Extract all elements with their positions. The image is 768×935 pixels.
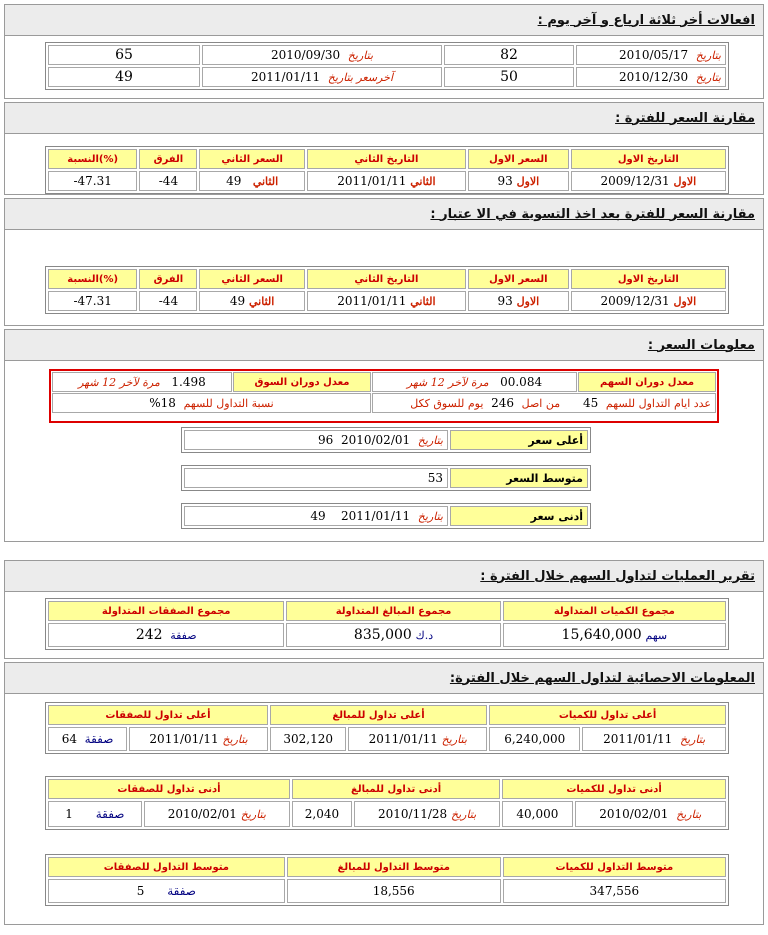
table-header-row: متوسط التداول للكميات متوسط التداول للمبالغ متوسط التداول للصفقات	[48, 857, 726, 877]
turnover-box	[49, 369, 719, 423]
section-title: معلومات السعر :	[647, 337, 755, 353]
price-compare-table	[45, 146, 729, 194]
avg-price-row: متوسط السعر 53	[181, 465, 591, 491]
section-header-price-info	[4, 329, 764, 360]
table-row: 347,556 18,556 صفقة 5	[48, 879, 726, 903]
section-header-statistics	[4, 662, 764, 693]
table-header-row: التاريخ الاول السعر الاول التاريخ الثاني السعر الثاني الفرق (%)النسبة	[48, 149, 726, 169]
section-header-price-compare	[4, 102, 764, 133]
low-price-row: أدنى سعر بتاريخ 2011/01/11 49	[181, 503, 591, 529]
page	[4, 4, 764, 925]
table-row: الاول 2009/12/31 الاول 93 الثاني 2011/01/11 الثاني 49 -44 -47.31	[48, 171, 726, 191]
min-trading-table	[45, 776, 729, 830]
quarters-table	[45, 42, 729, 90]
table-row: عدد ايام التداول للسهم 45 من اصل 246 يوم للسوق ككل نسبة التداول للسهم 18%	[52, 393, 716, 413]
table-header-row: أدنى تداول للكميات أدنى تداول للمبالغ أدنى تداول للصفقات	[48, 779, 726, 799]
section-header-adjusted-compare	[4, 198, 764, 229]
table-header-row: التاريخ الاول السعر الاول التاريخ الثاني السعر الثاني الفرق (%)النسبة	[48, 269, 726, 289]
section-header-operations	[4, 560, 764, 591]
section-title: تقرير العمليات لتداول السهم خلال الفترة :	[480, 568, 755, 584]
table-row: الاول 2009/12/31 الاول 93 الثاني 2011/01/11 الثاني 49 -44 -47.31	[48, 291, 726, 311]
section-body-last-quarters	[4, 35, 764, 99]
max-trading-table	[45, 702, 729, 754]
table-row: معدل دوران السهم 00.084 مرة لآخر 12 شهر معدل دوران السوق 1.498 مرة لآخر 12 شهر	[52, 372, 716, 392]
high-price-row: أعلى سعر بتاريخ 2010/02/01 96	[181, 427, 591, 453]
section-body-price-info	[4, 360, 764, 542]
section-body-operations	[4, 591, 764, 659]
table-header-row: أعلى تداول للكميات أعلى تداول للمبالغ أعلى تداول للصفقات	[48, 705, 726, 725]
section-body-statistics	[4, 693, 764, 925]
section-title: مقارنة السعر للفترة :	[615, 110, 755, 126]
turnover-table	[51, 371, 717, 414]
table-row: سهم 15,640,000 د.ك 835,000 صفقة 242	[48, 623, 726, 647]
table-header-row: مجموع الكميات المتداولة مجموع المبالغ المتداولة مجموع الصفقات المتداولة	[48, 601, 726, 621]
table-row: بتاريخ 2010/12/30 50 آخرسعر بتاريخ 2011/01/11 49	[48, 67, 726, 87]
section-title: المعلومات الاحصائية لتداول السهم خلال الفترة:	[449, 670, 755, 686]
avg-trading-table	[45, 854, 729, 906]
section-title: مقارنة السعر للفترة بعد اخذ التسوية في الا عتبار :	[430, 206, 755, 222]
operations-table	[45, 598, 729, 650]
section-body-price-compare	[4, 133, 764, 195]
table-row: بتاريخ 2010/02/01 40,000 بتاريخ 2010/11/28 2,040 بتاريخ 2010/02/01 صفقة 1	[48, 801, 726, 827]
adjusted-compare-table	[45, 266, 729, 314]
section-header-last-quarters	[4, 4, 764, 35]
section-body-adjusted-compare	[4, 229, 764, 326]
table-row: بتاريخ 2010/05/17 82 بتاريخ 2010/09/30 65	[48, 45, 726, 65]
table-row: بتاريخ 2011/01/11 6,240,000 بتاريخ 2011/01/11 302,120 بتاريخ 2011/01/11 صفقة 64	[48, 727, 726, 751]
section-title: افعالات أخر ثلاثة ارباع و آخر يوم :	[537, 12, 755, 28]
